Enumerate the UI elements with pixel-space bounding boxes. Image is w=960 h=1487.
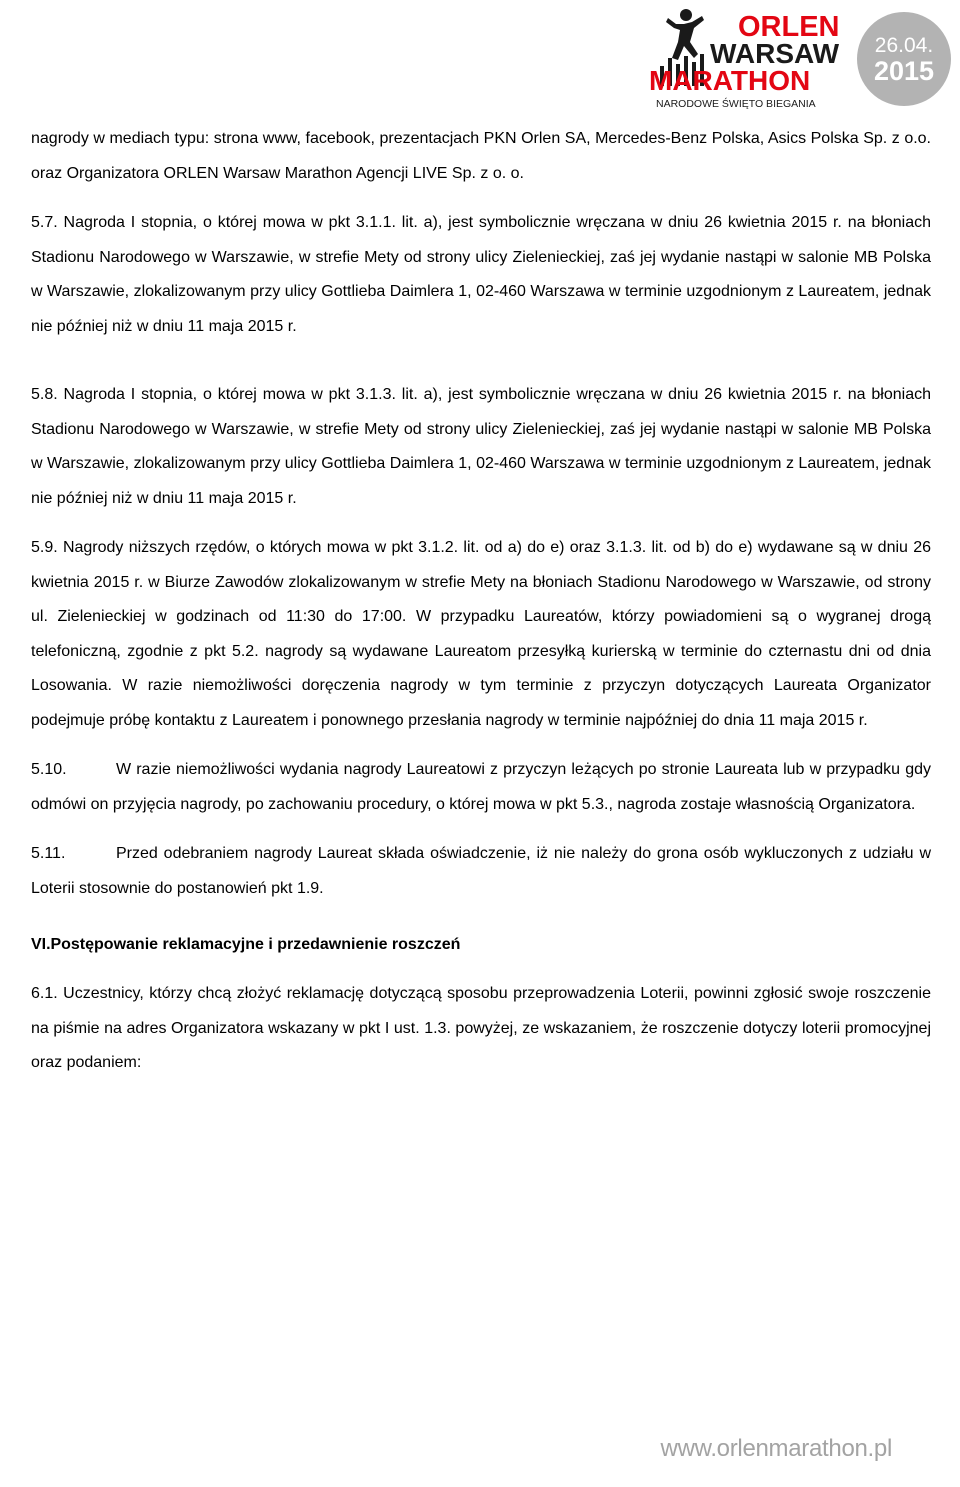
logo-date-day: 26.04.: [874, 34, 934, 57]
paragraph-5-9: 5.9. Nagrody niższych rzędów, o których mowa w pkt 3.1.2. lit. od a) do e) oraz 3.1.3. lit. od b) do e) wydawane są w dniu 26 kwietnia 2015 r. w Biurze Zawodów zlokalizowanym w strefie Mety na błoniach Stadionu Narodowego w Warszawie, od strony ul. Zielenieckiej w godzinach od 11:30 do 17:00. W przypadku Laureatów, którzy powiadomieni są o wygranej drogą telefoniczną, zgodnie z pkt 5.2. nagrody są wydawane Laureatom przesyłką kurierską w terminie do czternastu dni od dnia Losowania. W razie niemożliwości doręczenia nagrody w tym terminie z przyczyn dotyczących Laureata Organizator podejmuje próbę kontaktu z Laureatem i ponownego przesłania nagrody w terminie najpóźniej do dnia 11 maja 2015 r.: [31, 539, 931, 729]
paragraph-5-10: [31, 753, 931, 822]
paragraph-5-8: 5.8. Nagroda I stopnia, o której mowa w pkt 3.1.3. lit. a), jest symbolicznie wręczana w dniu 26 kwietnia 2015 r. na błoniach Stadionu Narodowego w Warszawie, w strefie Mety od strony ulicy Zielenieckiej, zaś jej wydanie nastąpi w salonie MB Polska w Warszawie, zlokalizowanym przy ulicy Gottlieba Daimlera 1, 02-460 Warszawa w terminie uzgodnionym z Laureatem, jednak nie później niż w dniu 11 maja 2015 r.: [31, 386, 931, 507]
paragraph-number: 5.11.: [31, 845, 66, 862]
section-title: Postępowanie reklamacyjne i przedawnienie roszczeń: [50, 936, 461, 953]
paragraph-5-7: 5.7. Nagroda I stopnia, o której mowa w pkt 3.1.1. lit. a), jest symbolicznie wręczana w dniu 26 kwietnia 2015 r. na błoniach Stadionu Narodowego w Warszawie, w strefie Mety od strony ulicy Zielenieckiej, zaś jej wydanie nastąpi w salonie MB Polska w Warszawie, zlokalizowanym przy ulicy Gottlieba Daimlera 1, 02-460 Warszawa w terminie uzgodnionym z Laureatem, jednak nie później niż w dniu 11 maja 2015 r.: [31, 214, 931, 335]
paragraph-5-11: [31, 837, 931, 906]
paragraph-text: Przed odebraniem nagrody Laureat składa oświadczenie, iż nie należy do grona osób wykluczonych z udziału w Loterii stosownie do postanowień pkt 1.9.: [31, 845, 931, 897]
orlen-marathon-logo: [640, 8, 952, 114]
logo-date-year: 2015: [873, 56, 935, 86]
document-body: [31, 122, 931, 1081]
runner-icon: [666, 9, 704, 60]
logo-line3: MARATHON: [649, 65, 811, 96]
paragraph-number: 5.10.: [31, 761, 67, 778]
footer-website-url: www.orlenmarathon.pl: [660, 1435, 892, 1462]
logo-line2: WARSAW: [710, 38, 840, 69]
paragraph-text: W razie niemożliwości wydania nagrody Laureatowi z przyczyn leżących po stronie Laureata lub w przypadku gdy odmówi on przyjęcia nagrody, po zachowaniu procedury, o której mowa w pkt 5.3., nagroda zostaje własnością Organizatora.: [31, 761, 931, 813]
section-number: VI.: [31, 936, 51, 953]
paragraph-prize-media: nagrody w mediach typu: strona www, facebook, prezentacjach PKN Orlen SA, Mercedes-Benz Polska, Asics Polska Sp. z o.o. oraz Organizatora ORLEN Warsaw Marathon Agencji LIVE Sp. z o. o.: [31, 130, 931, 182]
paragraph-6-1: 6.1. Uczestnicy, którzy chcą złożyć reklamację dotyczącą sposobu przeprowadzenia Loterii, powinni zgłosić swoje roszczenie na piśmie na adres Organizatora wskazany w pkt I ust. 1.3. powyżej, ze wskazaniem, że roszczenie dotyczy loterii promocyjnej oraz podaniem:: [31, 985, 931, 1071]
logo-tagline: NARODOWE ŚWIĘTO BIEGANIA: [656, 98, 816, 110]
logo-graphic: [640, 8, 952, 114]
logo-line1: ORLEN: [738, 11, 840, 43]
section-heading-vi: [31, 928, 931, 962]
